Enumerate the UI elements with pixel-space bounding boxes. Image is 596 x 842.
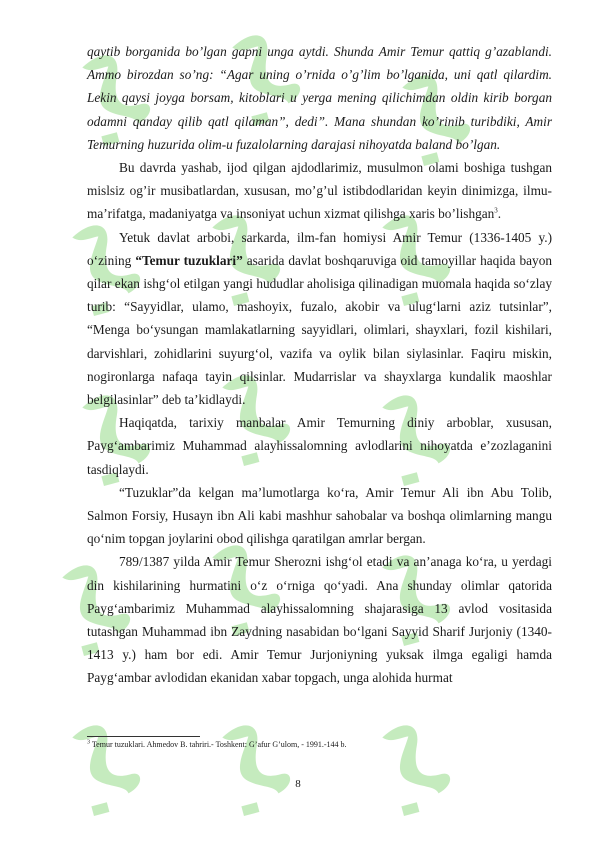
paragraph-ancestors-text: Bu davrda yashab, ijod qilgan ajdodlarimiz, musulmon olami boshiga tushgan mislsiz og’ir musibatlardan, xususan, mo’g’ul istibdodlaridan keyin dinimizga, ilmu-ma’rifatga, madaniyatga va insoniyat uchun xizmat qilishga xaris bo’lishgan (87, 160, 552, 222)
paragraph-temur-before: Yetuk davlat arbobi, sarkarda, ilm-fan homiysi Amir Temur (1336-1405 y.) o‘zining (87, 229, 552, 268)
paragraph-tuzuklar-info: “Tuzuklar”da kelgan ma’lumotlarga ko‘ra, Amir Temur Ali ibn Abu Tolib, Salmon Forsiy, Husayn ibn Ali kabi mashhur sahobalar va boshqa olimlarning mangu qo‘nim topgan joylarini obod qilishga qaratilgan amrlar bergan. (87, 484, 552, 547)
paragraph-temur-after: asarida davlat boshqaruviga oid tamoyillar haqida bayon qilar ekan ishg‘ol etilgan yangi hududlar aholisiga qilinadigan muomala haqida so‘zlay turib: “Sayyidlar, ulamo, mashoyix, fuzalo, akobir va ulug‘larni aziz tutsinlar”, “Menga bo‘ysungan mamlakatlarning sayyidlari, olimlari, shayxlari, fozil kishilari, darvishlari, zohidlarini suyurg‘ol, vazifa va oylik bilan siylasinlar. Faqiru miskin, nogironlarga nafaqa tayin qilsinlar. Mudarrislar va shayxlarga kundalik maoshlar belgilasinlar” deb ta’kidlaydi. (87, 252, 552, 408)
footnote-divider (87, 736, 200, 737)
paragraph-ancestors (87, 156, 552, 226)
paragraph-intro-quote: qaytib borganida bo’lgan gapni unga aytdi. Shunda Amir Temur qattiq g’azablandi. Ammo birozdan so’ng: “Agar uning o’rnida o’g’lim bo’lganida, uni qatl qilardim. Lekin qaysi joyga borsam, kitoblari u yerga mening qilichimdan oldin kirib borgan odamni qanday qilib qatl qilaman”, dedi”. Mana shundan ko’rinib turibdiki, Amir Temurning huzurida olim-u fuzalolarning darajasi nihoyatda baland bo’lgan. (87, 44, 552, 152)
paragraph-ancestors-end: . (497, 206, 502, 222)
footnote (87, 740, 557, 750)
paragraph-shiraz: 789/1387 yilda Amir Temur Sherozni ishg‘ol etadi va an’anaga ko‘ra, u yerdagi din kishilarining hurmatini o‘z o‘rniga qo‘yadi. Ana shunday olimlar qatorida Payg‘ambarimiz Muhammad alayhissalomning shajarasiga 13 avlod vositasida tutashgan Muhammad ibn Zaydning nasabidan bo‘lgani Sayyid Sharif Jurjoniy (1340-1413 y.) ham bor edi. Amir Temur Jurjoniyning yuksak ilmga egaligi hamda Payg‘ambar avlodidan ekanidan xabar topgach, unga alohida hurmat (87, 554, 552, 686)
watermark-mark (50, 718, 147, 820)
footnote-text: Temur tuzuklari. Ahmedov B. tahriri.- Toshkent: G’afur G’ulom, - 1991.-144 b. (90, 740, 347, 749)
paragraph-temur-tuzuklari (87, 226, 552, 412)
page-number: 8 (295, 778, 301, 790)
watermark-mark (360, 718, 457, 820)
footnote-reference[interactable]: 3 (494, 207, 498, 215)
watermark-mark (200, 718, 297, 820)
footnote-mark: 3 (87, 739, 90, 746)
body-text (87, 40, 552, 690)
paragraph-historical-sources: Haqiqatda, tarixiy manbalar Amir Temurning diniy arboblar, xususan, Payg‘ambarimiz Muhammad alayhissalomning avlodlarini nihoyatda e’zozlaganini tasdiqlaydi. (87, 415, 552, 477)
book-title-bold: “Temur tuzuklari” (135, 252, 243, 268)
